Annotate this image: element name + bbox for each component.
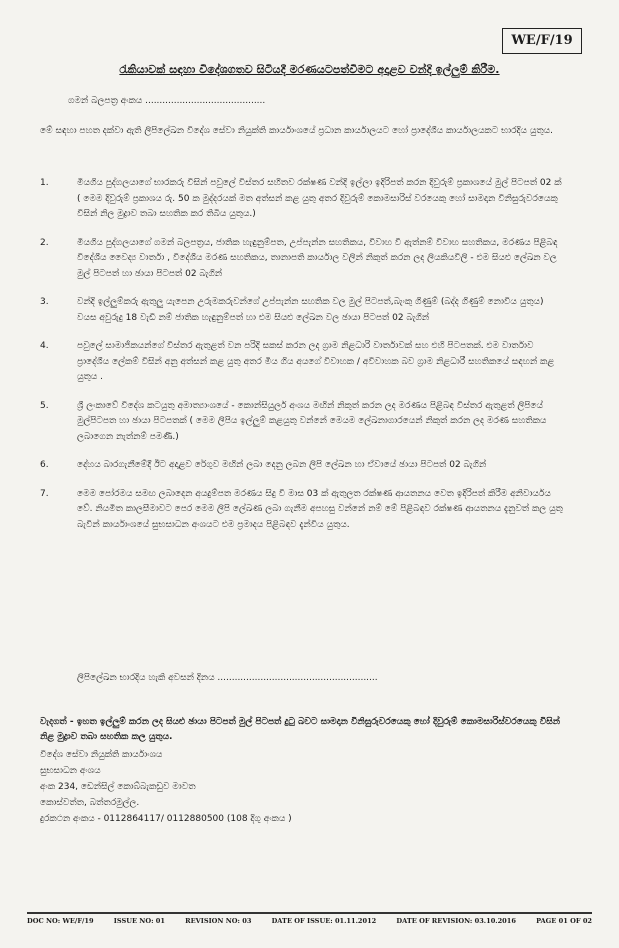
item-number: 5.	[40, 400, 49, 411]
item-number: 6.	[40, 460, 49, 470]
intro-paragraph: මේ සඳහා පහත දක්වා ඇති ලිපිලේඛන විදේශ සේවා නියුක්ති කාර්යාංශයේ ප්‍රධාන කාර්යාලයට හෝ ප්‍රාදේශීය කාර්යාලයකට භාරදිය යුතුය.	[40, 126, 553, 136]
list-item	[40, 236, 565, 283]
address-line: කොස්වත්ත, බත්තරමුල්ල.	[40, 798, 140, 808]
address-line: අංක 234, ඩෙන්සිල් කොබ්බැකඩුව මාවත	[40, 782, 196, 792]
document-title: රැකියාවක් සඳහා විදේශගතව සිටියදී මරණයටපත්වීමට අදාළව වන්දි ඉල්ලුම් කිරීම.	[119, 63, 500, 76]
date-of-issue: DATE OF ISSUE: 01.11.2012	[271, 917, 377, 925]
final-submission-date-line: ලිපිලේඛන භාරදිය හැකි අවසන් දිනය ........................................................	[77, 673, 378, 683]
list-item	[40, 458, 565, 474]
revision-number: REVISION NO: 03	[185, 917, 252, 925]
list-item	[40, 339, 565, 386]
item-text: මෙම පෝරමය සමඟ ලබාදෙන අයදුම්පත මරණය සිදු වී මාස 03 ක් ඇතුලත රක්ෂණ ආයතනය වෙත ඉදිරිපත් කිරීම අනිවාර්යය වේ. නියමිත කාලසීමාවට පෙර මෙම ලිපි ලේඛණ ලබා ගැනීම අපහසු වන්නේ නම් මේ පිළිබඳව රක්ෂණ ආයතනය දැනුවත් කල යුතු බැවින් කාර්යාංශයේ සුභසාධන අංශයට එම ප්‍රමාදය පිළිබඳව දැන්විය යුතුය.	[77, 488, 563, 530]
address-line: සුභසාධන අංශය	[40, 766, 101, 776]
item-number: 1.	[40, 178, 49, 188]
list-item	[40, 295, 565, 326]
footer-divider	[27, 912, 592, 914]
list-item	[40, 176, 565, 223]
doc-number: DOC NO: WE/F/19	[27, 917, 94, 925]
item-text: දේහය බාරගැනීමේදී ඊට අදාළව රේගුව මඟින් ලබා දෙනු ලබන ලිපි ලේඛන හා ඒවායේ ඡායා පිටපත් 02 බැගින්	[77, 460, 487, 470]
item-text: පවුලේ සාමාජිකයන්ගේ විස්තර ඇතුළත් වන පරිදි සකස් කරන ලද ග්‍රාම නිළධාරි වාර්තාවක් සහ එහි පිටපතක්. එම වාර්තාව ප්‍රාදේශීය ලේකම් විසින් අනු අත්සන් කළ යුතු අතර මිය ගිය අයගේ විවාහක / අවිවාහක බව ග්‍රාම නිළධාරී සහතිකයේ සඳහන් කළ යුතුය .	[77, 341, 555, 382]
item-text: ශ්‍රී ලංකාවේ විදේශ කටයුතු අමාත්‍යාංශයේ - කොන්සියුලර් අංශය මඟින් නිකුත් කරන ලද මරණය පිළිබඳ විස්තර ඇතුළත් ලිපියේ මුල්පිටපත හා ඡායා පිටපතක් ( මෙම ලිපිය ඉල්ලුම් කළයුතු වන්නේ මෙයම ලේඛනාගාරයෙන් නිකුත් කරන ලද මරණ සහතිකය ලබාගෙන නැත්නම් පමණි.)	[77, 400, 547, 442]
item-text: වන්දි ඉල්ලුම්කරු ඇතුලු යැපෙන උරුමකරුවන්ගේ උප්පැන්න සහතික වල මුල් පිටපත්,බැංකු ගිණුම් (බද්ද ගිණුම් නොවිය යුතුය) වයස අවුරුදු 18 වැඩි නම් ජාතික හැඳුනුම්පත් හා එම සියළු ලේඛන වල ඡායා පිටපත් 02 බැගින්	[77, 297, 544, 323]
address-line: විදේශ සේවා නියුක්ති කාර්යාංශය	[40, 750, 163, 760]
important-note: වැදගත් - ඉහත ඉල්ලුම් කරන ලද සියළු ඡායා පිටපත් මුල් පිටපත් දුටු බවට සාමදාන විනිසුරුවරයෙකු හෝ දිවුරුම් කොමසාරිස්වරයෙකු විසින් නිළ මුද්‍රාව තබා සහතික කල යුතුය.	[40, 717, 560, 742]
issue-number: ISSUE NO: 01	[113, 917, 165, 925]
passport-number-line: ගමන් බලපත්‍ර අංකය ..........................................	[68, 96, 266, 106]
date-of-revision: DATE OF REVISION: 03.10.2016	[396, 917, 516, 925]
phone-line: දුරකථන අංකය - 0112864117/ 0112880500 (108 දිගු අංකය )	[40, 814, 292, 824]
requirements-list	[40, 176, 565, 546]
document-footer	[27, 917, 592, 925]
office-address	[40, 747, 292, 827]
item-text: මියගිය පුද්ගලයාගේ ගමන් බලපත්‍රය, ජාතික හැඳුනුම්පත, උප්පැන්න සහතිකය, විවාහ වී ඇත්නම් විවාහ සහතිකය, මරණය පිළිබඳ විදේශීය වෛද්‍ය වාර්තා , විදේශීය මරණ සහතිකය, තානාපති කාර්යාල වලින් නිකුත් කරන ලද ලියකියවිලි - එම සියළු ලේඛන වල මුල් පිටපත් හා ඡායා පිටපත් 02 බැගින්	[77, 237, 558, 279]
item-number: 2.	[40, 237, 49, 248]
item-number: 7.	[40, 488, 49, 499]
form-code-box: WE/F/19	[502, 28, 582, 54]
list-item	[40, 487, 565, 534]
item-number: 3.	[40, 297, 49, 307]
item-number: 4.	[40, 341, 49, 351]
item-text: මියගිය පුද්ගලයාගේ භාරකරු විසින් පවුලේ විස්තර සහිතව රක්ෂණ වන්දි ඉල්ලා ඉදිරිපත් කරන දිවුරුම් ප්‍රකාශයේ මුල් පිටපත් 02 ක් ( මෙම දිවුරුම් ප්‍රකාශය රු. 50 ක මුද්දරයක් මත අත්සන් කළ යුතු අතර දිවුරුම් කොමසාරිස් වරයෙකු හෝ සාමදාන විනිසුරුවරයෙකු විසින් නිල මුද්‍රාව තබා සහතික කර තිබිය යුතුය.)	[77, 178, 562, 219]
list-item	[40, 399, 565, 446]
page-number: PAGE 01 OF 02	[536, 917, 592, 925]
